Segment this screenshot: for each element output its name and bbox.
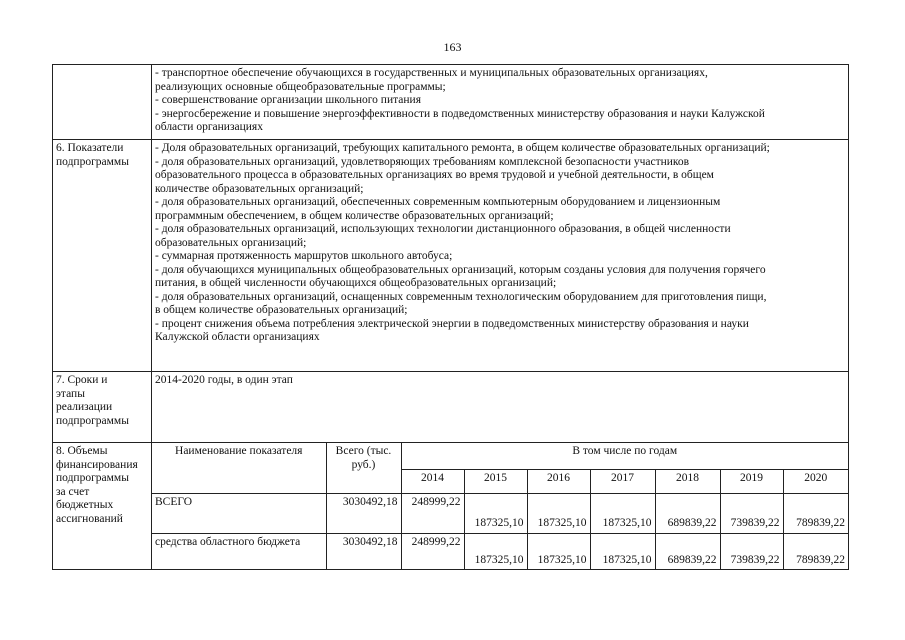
text-line: - доля обучающихся муниципальных общеобразовательных организаций, которым созданы условия для получения горячего — [155, 263, 766, 276]
row-finance — [53, 443, 849, 570]
header-total — [326, 443, 401, 493]
text-line: - доля образовательных организаций, удовлетворяющих требованиям комплексной безопасности участников — [155, 155, 690, 168]
finance-value: 248999,22 — [401, 533, 464, 569]
label-line: подпрограммы — [56, 472, 129, 484]
text-line: питания, в общей численности обучающихся общеобразовательных организаций; — [155, 277, 557, 289]
finance-row-name: средства областного бюджета — [152, 533, 326, 569]
label-line: 6. Показатели — [56, 142, 124, 154]
text-line: - транспортное обеспечение обучающихся в государственных и муниципальных образовательных организациях, — [155, 67, 708, 79]
text-line: - Доля образовательных организаций, требующих капитального ремонта, в общем количестве образовательных организаций; — [155, 142, 770, 154]
header-years-group: В том числе по годам — [401, 443, 848, 469]
row-continued — [53, 65, 849, 140]
text-line: образовательного процесса в образовательных организациях во время трудовой и учебной деятельности, в общем — [155, 169, 714, 181]
text-line: программным обеспечением, в общем количестве образовательных организаций; — [155, 209, 554, 222]
text-line: - процент снижения объема потребления электрической энергии в подведомственных министерству образования и науки — [155, 317, 749, 330]
row-terms-label — [53, 372, 152, 443]
finance-value: 789839,22 — [783, 533, 848, 569]
finance-cell — [152, 443, 849, 570]
text-line: - совершенствование организации школьного питания — [155, 94, 421, 106]
text-line: реализующих основные общеобразовательные программы; — [155, 80, 446, 93]
year-header: 2020 — [783, 469, 848, 493]
finance-row-total-value: 3030492,18 — [326, 533, 401, 569]
page-number: 163 — [443, 40, 462, 54]
year-header: 2016 — [527, 469, 590, 493]
row-finance-label — [53, 443, 152, 570]
text-line: - доля образовательных организаций, оснащенных современным технологическим оборудованием для приготовления пищи, — [155, 290, 767, 303]
finance-value: 739839,22 — [720, 533, 783, 569]
header-indicator-name: Наименование показателя — [152, 443, 326, 493]
label-line: подпрограммы — [56, 155, 129, 168]
row-indicators-label — [53, 140, 152, 372]
label-line: 7. Сроки и — [56, 374, 108, 386]
finance-value: 248999,22 — [401, 493, 464, 533]
text-line: - доля образовательных организаций, использующих технологии дистанционного образования, в общей численности — [155, 223, 731, 235]
year-header: 2019 — [720, 469, 783, 493]
finance-value: 689839,22 — [655, 493, 720, 533]
text-line: - энергосбережение и повышение энергоэффективности в подведомственных министерству образования и науки Калужской — [155, 107, 765, 120]
text-line: количестве образовательных организаций; — [155, 182, 364, 195]
finance-row-regional — [152, 533, 848, 569]
finance-value: 187325,10 — [590, 533, 655, 569]
header-total-line: руб.) — [351, 458, 376, 471]
finance-value: 187325,10 — [527, 533, 590, 569]
row-continued-content — [152, 65, 849, 140]
finance-row-total — [152, 493, 848, 533]
finance-value: 789839,22 — [783, 493, 848, 533]
finance-header-row — [152, 443, 848, 469]
label-line: финансирования — [56, 458, 138, 471]
finance-value: 739839,22 — [720, 493, 783, 533]
row-continued-label — [53, 65, 152, 140]
label-line: ассигнований — [56, 512, 123, 525]
text-line: - суммарная протяженность маршрутов школьного автобуса; — [155, 250, 453, 262]
label-line: бюджетных — [56, 499, 114, 511]
text-line: в общем количестве образовательных организаций; — [155, 304, 408, 316]
finance-value: 689839,22 — [655, 533, 720, 569]
year-header: 2015 — [464, 469, 527, 493]
finance-value: 187325,10 — [527, 493, 590, 533]
finance-row-total-value: 3030492,18 — [326, 493, 401, 533]
label-line: подпрограммы — [56, 414, 129, 427]
row-terms — [53, 372, 849, 443]
label-line: 8. Объемы — [56, 445, 108, 457]
finance-value: 187325,10 — [464, 493, 527, 533]
text-line: - доля образовательных организаций, обеспеченных современным компьютерным оборудованием и лицензионным — [155, 196, 721, 208]
year-header: 2018 — [655, 469, 720, 493]
year-header: 2017 — [590, 469, 655, 493]
text-line: образовательных организаций; — [155, 236, 307, 249]
finance-value: 187325,10 — [464, 533, 527, 569]
finance-table — [152, 443, 848, 569]
row-indicators-content — [152, 140, 849, 372]
row-terms-value: 2014-2020 годы, в один этап — [152, 372, 849, 443]
subprogram-passport-table — [52, 64, 849, 570]
text-line: области организациях — [155, 121, 263, 133]
year-header: 2014 — [401, 469, 464, 493]
finance-row-name: ВСЕГО — [152, 493, 326, 533]
label-line: за счет — [56, 485, 90, 498]
label-line: этапы — [56, 387, 85, 400]
header-total-line: Всего (тыс. — [335, 445, 392, 457]
row-indicators — [53, 140, 849, 372]
finance-value: 187325,10 — [590, 493, 655, 533]
label-line: реализации — [56, 401, 113, 413]
text-line: Калужской области организациях — [155, 331, 320, 343]
